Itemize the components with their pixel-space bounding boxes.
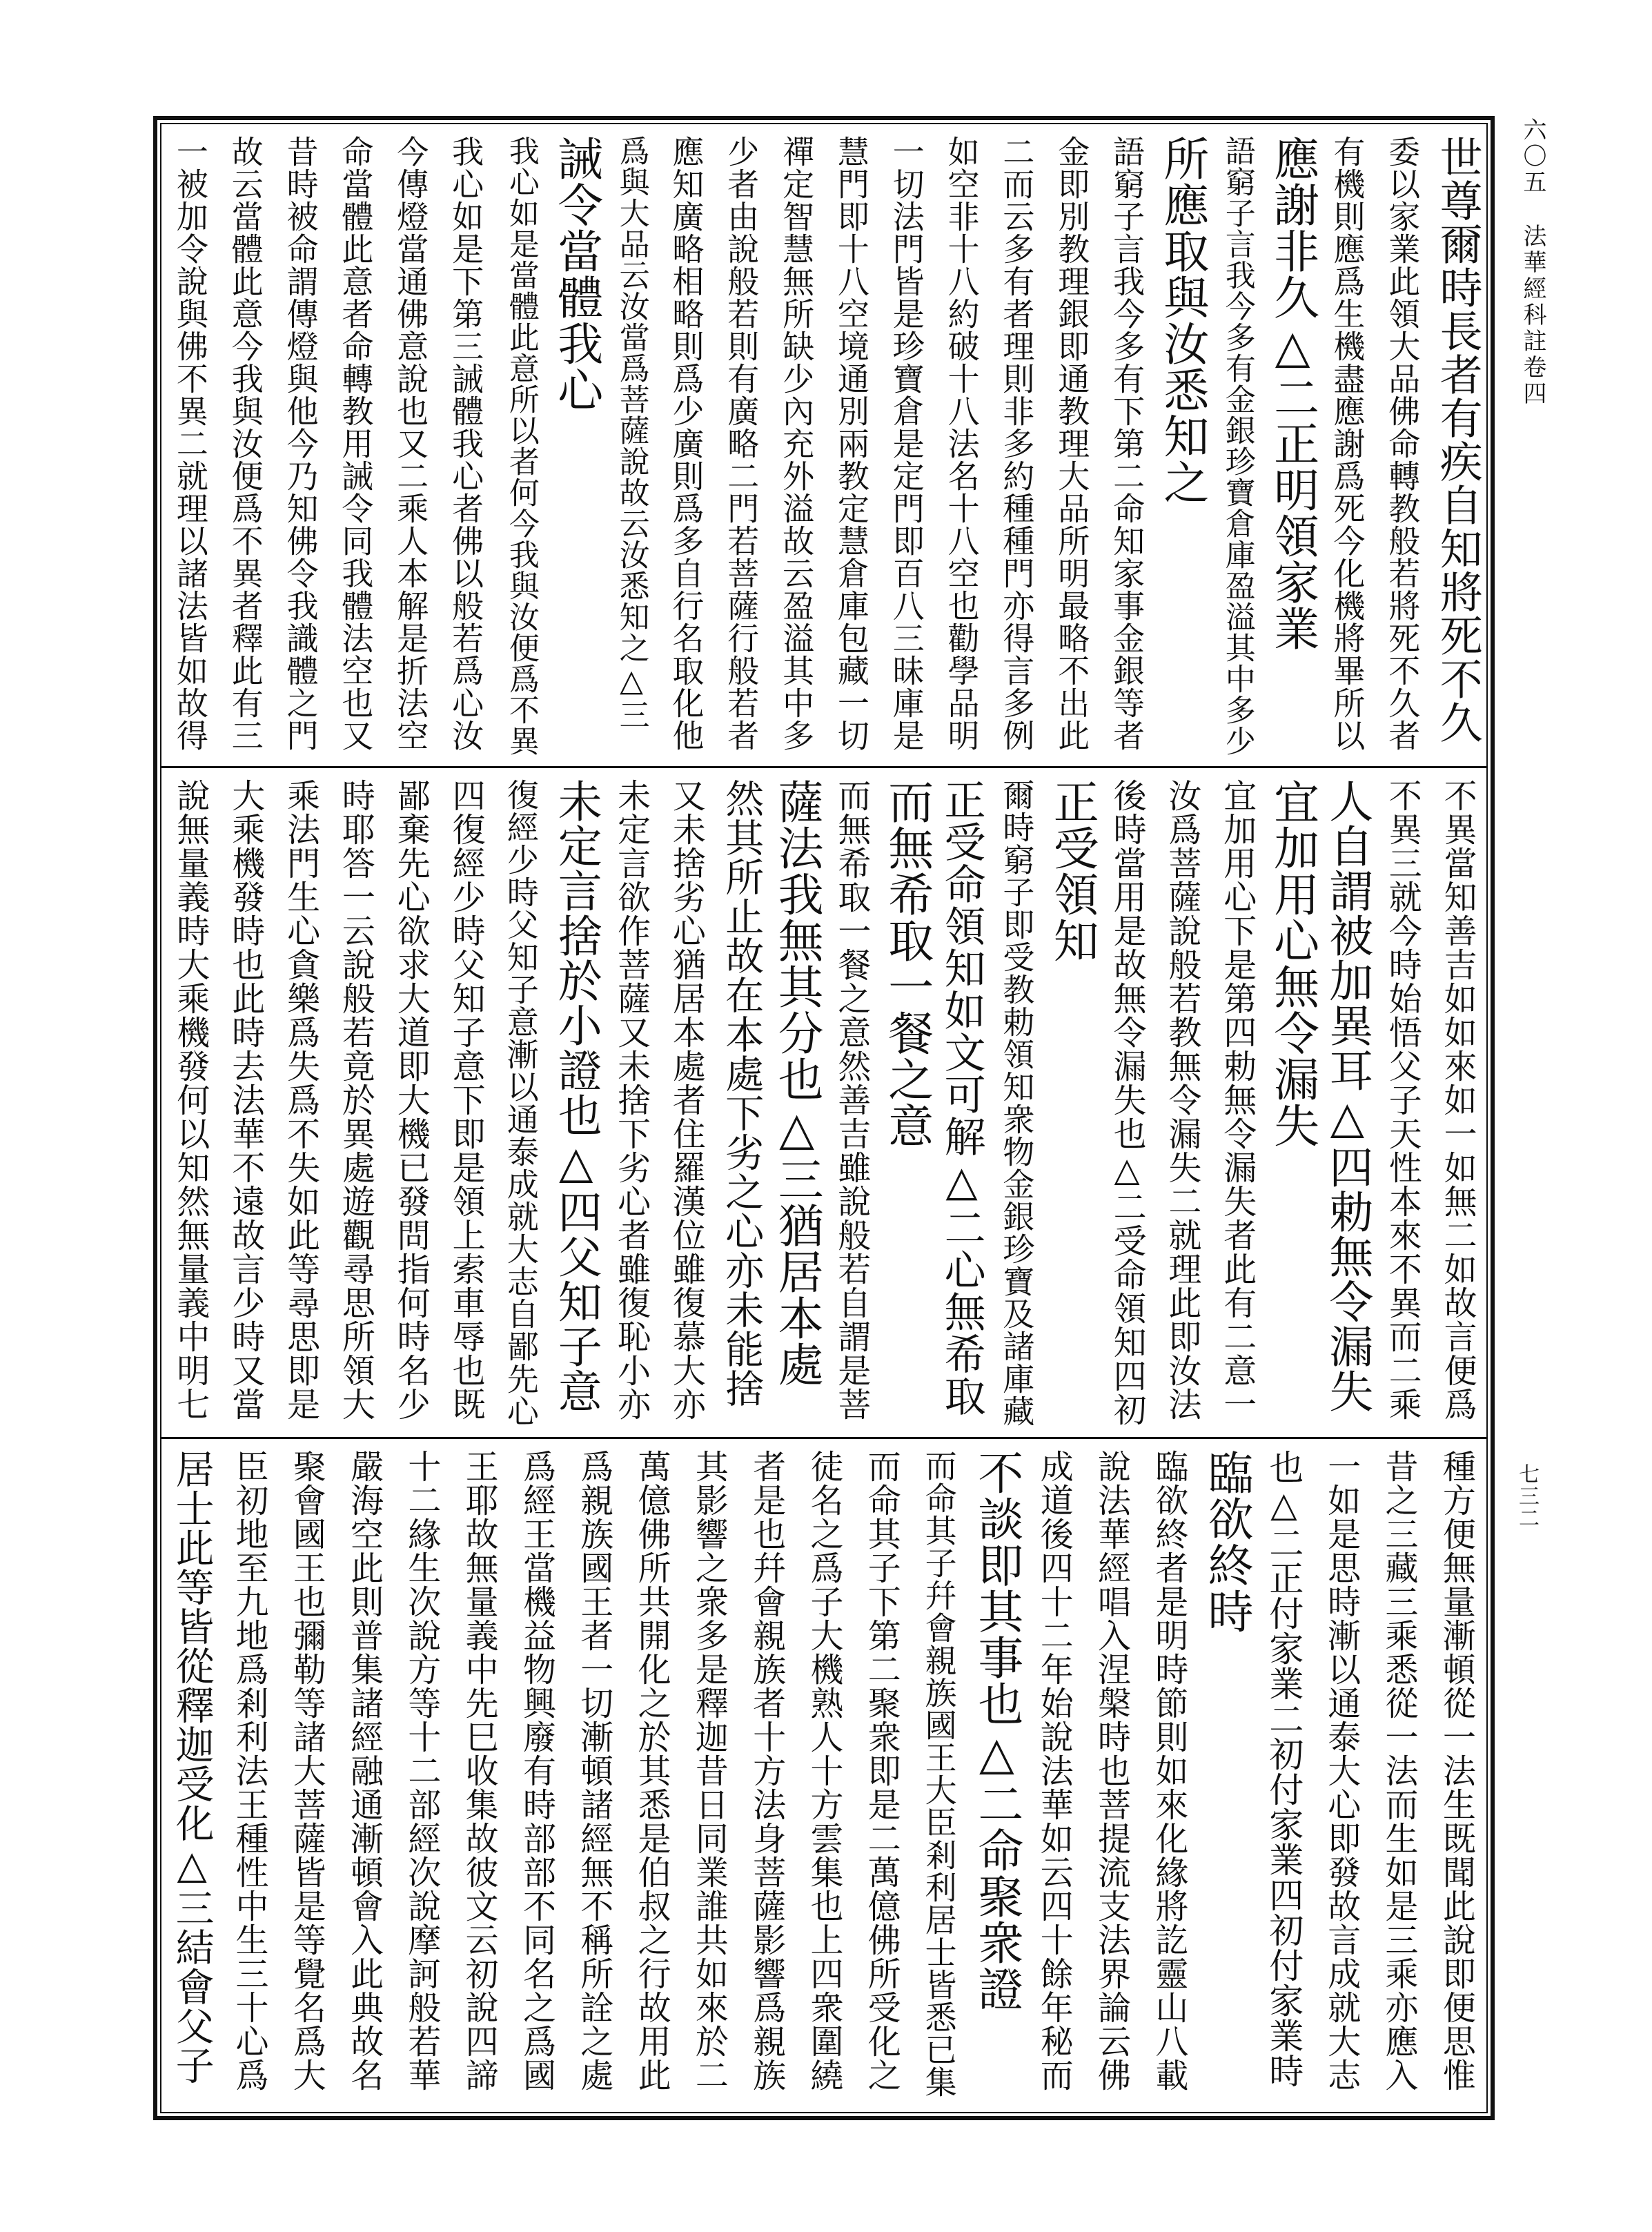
text-column: 委以家業此領大品佛命轉教般若將死不久者 <box>1384 135 1422 752</box>
text-column: 應謝非久△二正明領家業 <box>1266 135 1319 652</box>
text-column: 說無量義時大乘機發何以知然無量義中明七 <box>170 779 210 1421</box>
text-column: 人自謂被加異耳△四勅無令漏失 <box>1321 779 1373 1413</box>
text-column: 宜加用心無令漏失 <box>1266 779 1319 1148</box>
page-number: 六〇五 <box>1519 117 1546 196</box>
text-column: 薩法我無其分也△三猶居本處 <box>770 779 824 1387</box>
text-column: 臣初地至九地爲剎利法王種性中生三十心爲 <box>229 1449 268 2092</box>
text-column: 說法華經唱入涅槃時也菩提流支法界論云佛 <box>1092 1449 1131 2092</box>
text-column: 語窮子言我今多有金銀珍寶倉庫盈溢其中多少 <box>1219 135 1255 756</box>
text-column: 大乘機發時也此時去法華不遠故言少時又當 <box>226 779 265 1421</box>
text-column: 種方便無量漸頓從一法生既聞此說即便思惟 <box>1437 1449 1476 2092</box>
text-column: 一被加令說與佛不異二就理以諸法皆如故得 <box>171 135 209 752</box>
running-header <box>1510 117 1544 407</box>
text-column: 少者由說般若則有廣略二門若菩薩行般若者 <box>722 135 760 752</box>
text-column: 爲與大品云汝當爲菩薩說故云汝悉知之△三 <box>613 135 649 730</box>
text-column: 不異當知善吉如如來如一如無二如故言便爲 <box>1438 779 1477 1421</box>
text-column: 未定言捨於小證也△四父知子意 <box>550 779 602 1413</box>
text-column: 其影響之衆多是釋迦昔日同業誰共如來於二 <box>689 1449 729 2092</box>
text-column: 金即別教理銀即通教理大品所明最略不出此 <box>1053 135 1091 752</box>
text-column: 世尊爾時長者有疾自知將死不久 <box>1433 135 1484 744</box>
text-column: 正受領知 <box>1045 779 1099 963</box>
text-column: 鄙棄先心欲求大道即大機已發問指何時名少 <box>391 779 431 1421</box>
text-column: 命當體此意者命轉教用誡令同我體法空也又 <box>337 135 375 752</box>
text-column: 爲親族國王者一切漸頓諸經無不稱所詮之處 <box>574 1449 613 2092</box>
text-column: 應知廣略相略則爲少廣則爲多自行名取化他 <box>667 135 705 752</box>
text-column: 也△二正付家業二初付家業四初付家業時 <box>1263 1449 1304 2088</box>
text-column: 有機則應爲生機盡應謝爲死今化機將畢所以 <box>1328 135 1366 752</box>
text-column: 王耶故無量義中先巳收集故彼文云初說四諦 <box>460 1449 499 2092</box>
text-column: 然其所止故在本處下劣之心亦未能捨 <box>719 779 765 1408</box>
text-column: 誡令當體我心 <box>549 135 603 413</box>
text-column: 禪定智慧無所缺少內充外溢故云盈溢其中多 <box>778 135 816 752</box>
text-column: 昔時被命謂傳燈與他今乃知佛令我識體之門 <box>282 135 319 752</box>
text-column: 二而云多有者理則非多約種種門亦得言多例 <box>998 135 1036 752</box>
panel-divider-2 <box>160 1437 1488 1439</box>
text-column: 如空非十八約破十八法名十八空也勸學品明 <box>943 135 981 752</box>
text-column: 萬億佛所共開化之於其悉是伯叔之行故用此 <box>632 1449 671 2092</box>
text-column: 正受命領知如文可解△二心無希取 <box>937 779 986 1417</box>
text-panel-middle <box>163 779 1485 1427</box>
text-column: 一切法門皆是珍寶倉是定門即百八三昧庫是 <box>887 135 925 752</box>
text-column: 而無希取一餐之意然善吉雖說般若自謂是菩 <box>832 779 871 1421</box>
book-title: 法華經科註卷四 <box>1519 224 1546 407</box>
text-column: 所應取與汝悉知之 <box>1155 135 1209 505</box>
text-column: 今傳燈當通佛意說也又二乘人本解是折法空 <box>392 135 430 752</box>
text-column: 爾時窮子即受教勅領知衆物金銀珍寶及諸庫藏 <box>998 779 1036 1427</box>
text-column: 故云當體此意今我與汝便爲不異者釋此有三 <box>226 135 264 752</box>
text-column: 四復經少時父知子意下即是領上索車辱也既 <box>446 779 486 1421</box>
text-column: 宜加用心下是第四勅無令漏失者此有二意一 <box>1217 779 1257 1421</box>
panel-divider-1 <box>160 766 1488 768</box>
text-panel-top <box>163 135 1485 756</box>
text-column: 聚會國王也彌勒等諸大菩薩皆是等覺名爲大 <box>287 1449 326 2092</box>
text-column: 我心如是當體此意所以者何今我與汝便爲不異 <box>503 135 539 756</box>
text-column: 而無希取一餐之意 <box>880 779 934 1148</box>
text-column: 徒名之爲子大機熟人十方雲集也上四衆圍繞 <box>805 1449 843 2092</box>
text-panel-bottom <box>163 1449 1485 2105</box>
text-column: 爲經王當機益物興廢有時部部不同名之爲國 <box>517 1449 556 2092</box>
text-column: 成道後四十二年始說法華如云四十餘年秘而 <box>1034 1449 1074 2092</box>
text-column: 不異三就今時始悟父子天性本來不異而二乘 <box>1383 779 1422 1421</box>
text-column: 時耶答一云說般若竟於異處遊觀尋思所領大 <box>336 779 375 1421</box>
side-page-number: 七三二 <box>1515 1463 1539 1529</box>
text-column: 昔之三藏三乘悉從一法而生如是三乘亦應入 <box>1379 1449 1419 2092</box>
text-column: 後時當用是故無令漏失也△二受命領知四初 <box>1108 779 1147 1427</box>
text-column: 而命其子幷會親族國王大臣剎利居士皆悉已集 <box>920 1449 958 2098</box>
text-column: 語窮子言我今多有下第二命知家事金銀等者 <box>1108 135 1146 752</box>
text-column: 者是也幷會親族者十方法身菩薩影響爲親族 <box>747 1449 786 2092</box>
text-column: 復經少時父知子意漸以通泰成就大志自鄙先心 <box>502 779 540 1427</box>
text-column: 而命其子下第二聚衆即是二萬億佛所受化之 <box>862 1449 901 2092</box>
text-column: 一如是思時漸以通泰大心即發故言成就大志 <box>1321 1449 1361 2092</box>
text-column: 乘法門生心貪樂爲失爲不失如此等尋思即是 <box>281 779 320 1421</box>
text-column: 慧門即十八空境通別兩教定慧倉庫包藏一切 <box>832 135 870 752</box>
text-column: 我心如是下第三誡體我心者佛以般若爲心汝 <box>447 135 485 752</box>
text-column: 居士此等皆從釋迦受化△三結會父子 <box>169 1449 215 2085</box>
text-column: 臨欲終者是明時節則如來化緣將訖靈山八載 <box>1149 1449 1188 2092</box>
text-column: 十二緣生次說方等十二部經次說摩訶般若華 <box>402 1449 441 2092</box>
text-column: 不談即其事也△二命聚衆證 <box>970 1449 1023 2012</box>
text-column: 臨欲終時 <box>1200 1449 1254 1634</box>
text-column: 未定言欲作菩薩又未捨下劣心者雖復恥小亦 <box>611 779 651 1421</box>
text-column: 嚴海空此則普集諸經融通漸頓會入此典故名 <box>344 1449 384 2092</box>
text-column: 又未捨劣心猶居本處者住羅漢位雖復慕大亦 <box>667 779 706 1421</box>
text-column: 汝爲菩薩說般若教無令漏失二就理此即汝法 <box>1162 779 1201 1421</box>
